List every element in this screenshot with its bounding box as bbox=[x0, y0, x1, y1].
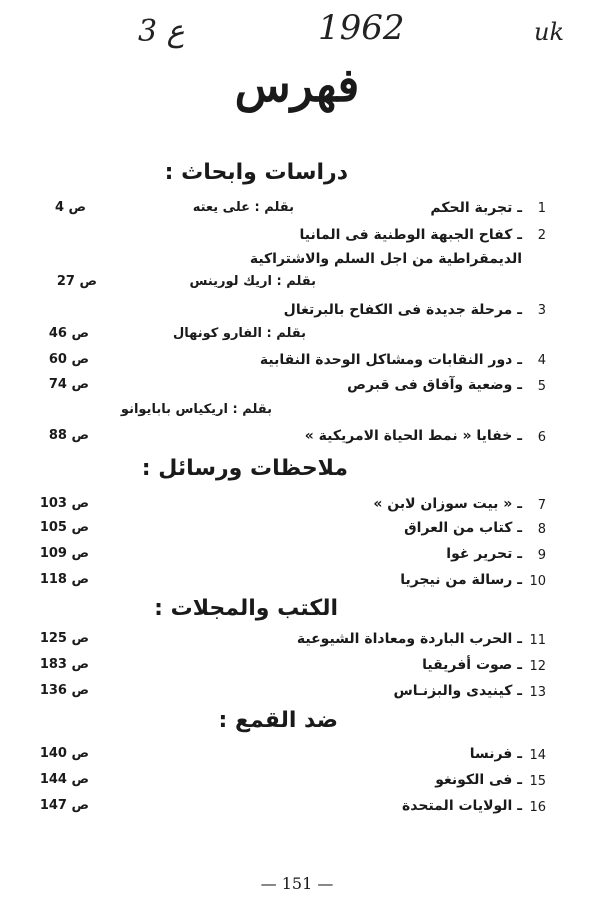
entry-page: ص 118 bbox=[39, 572, 89, 587]
entry-number: 6 bbox=[537, 430, 546, 445]
page-number: — 151 — bbox=[260, 874, 334, 893]
entry-number: 11 bbox=[529, 633, 546, 648]
entry-title: ـ فرنسا bbox=[469, 746, 522, 762]
entry-title: ـ مرحلة جديدة فى الكفاح بالبرتغال bbox=[283, 302, 522, 318]
entry-page: ص 105 bbox=[39, 520, 89, 535]
entry-title: ـ رسالة من نيجريا bbox=[400, 572, 522, 588]
entry-page: ص 140 bbox=[39, 746, 89, 761]
entry-number: 12 bbox=[529, 659, 546, 674]
section-heading-books: الكتب والمجلات : bbox=[154, 596, 338, 621]
entry-title: ـ تجربة الحكم bbox=[430, 200, 522, 216]
entry-title: ـ الحرب الباردة ومعاداة الشيوعية bbox=[296, 631, 522, 647]
entry-page: ص 74 bbox=[48, 377, 89, 392]
entry-page: ص 88 bbox=[48, 428, 89, 443]
entry-subtitle: الديمقراطية من اجل السلم والاشتراكية bbox=[249, 251, 522, 267]
entry-title: ـ كينيدى والبزنـاس bbox=[393, 683, 522, 699]
entry-author: بقلم : الفارو كونهال bbox=[173, 326, 306, 341]
entry-number: 1 bbox=[537, 201, 546, 216]
entry-title: ـ كفاح الجبهة الوطنية فى المانيا bbox=[299, 227, 522, 243]
entry-title: ـ صوت أفريقيا bbox=[422, 657, 522, 673]
entry-number: 3 bbox=[537, 303, 546, 318]
entry-page: ص 60 bbox=[48, 352, 89, 367]
entry-title: ـ دور النقابات ومشاكل الوحدة النقابية bbox=[259, 352, 522, 368]
entry-number: 2 bbox=[537, 228, 546, 243]
entry-author: بقلم : اريك لورينس bbox=[189, 274, 316, 289]
entry-number: 15 bbox=[529, 774, 546, 789]
entry-number: 8 bbox=[537, 522, 546, 537]
handwritten-note-left: 3 ع bbox=[138, 14, 185, 49]
entry-title: ـ تحرير غوا bbox=[446, 546, 522, 562]
entry-author: بقلم : على يعته bbox=[192, 200, 294, 215]
entry-number: 16 bbox=[529, 800, 546, 815]
entry-page: ص 109 bbox=[39, 546, 89, 561]
entry-page: ص 125 bbox=[39, 631, 89, 646]
entry-number: 5 bbox=[537, 379, 546, 394]
entry-title: ـ فى الكونغو bbox=[435, 772, 522, 788]
section-heading-repression: ضد القمع : bbox=[218, 708, 338, 733]
page-title: فهرس bbox=[234, 58, 360, 112]
entry-page: ص 144 bbox=[39, 772, 89, 787]
section-heading-studies: دراسات وابحاث : bbox=[164, 160, 348, 185]
entry-page: ص 27 bbox=[56, 274, 97, 289]
handwritten-note-right: uk bbox=[534, 18, 564, 46]
entry-page: ص 136 bbox=[39, 683, 89, 698]
entry-title: ـ وضعية وآفاق فى قبرص bbox=[347, 377, 522, 393]
entry-number: 7 bbox=[537, 498, 546, 513]
entry-number: 9 bbox=[537, 548, 546, 563]
handwritten-year: 1962 bbox=[318, 8, 405, 48]
entry-page: ص 4 bbox=[54, 200, 86, 215]
entry-author: بقلم : اريكياس بابايوانو bbox=[120, 402, 272, 417]
entry-page: ص 46 bbox=[48, 326, 89, 341]
entry-page: ص 183 bbox=[39, 657, 89, 672]
entry-number: 10 bbox=[529, 574, 546, 589]
entry-number: 14 bbox=[529, 748, 546, 763]
entry-page: ص 147 bbox=[39, 798, 89, 813]
entry-title: ـ « بيت سوزان لابن » bbox=[373, 496, 522, 512]
entry-page: ص 103 bbox=[39, 496, 89, 511]
entry-title: ـ الولايات المتحدة bbox=[402, 798, 522, 814]
entry-number: 4 bbox=[537, 353, 546, 368]
entry-number: 13 bbox=[529, 685, 546, 700]
entry-title: ـ خفايا « نمط الحياة الامريكية » bbox=[304, 428, 522, 444]
section-heading-notes: ملاحظات ورسائل : bbox=[141, 456, 348, 481]
entry-title: ـ كتاب من العراق bbox=[404, 520, 522, 536]
